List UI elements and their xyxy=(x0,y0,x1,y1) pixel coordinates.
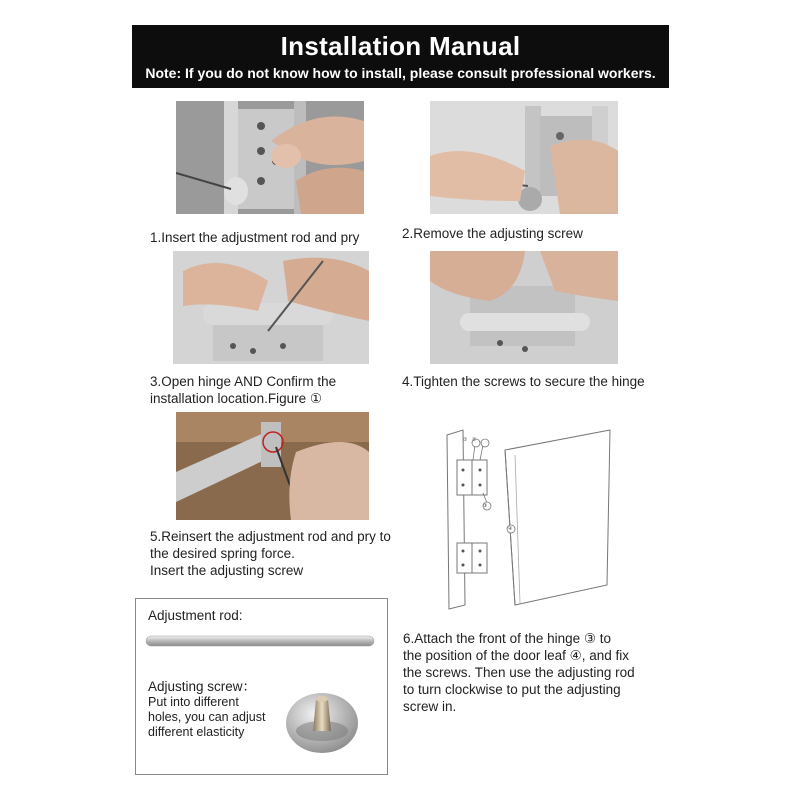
adjusting-screw-image xyxy=(284,683,360,755)
header-banner xyxy=(132,25,669,88)
step-1-photo xyxy=(176,101,364,214)
diagram-label-3: ③ xyxy=(483,503,488,509)
step-4-caption: 4.Tighten the screws to secure the hinge xyxy=(402,374,645,389)
diagram-label-1-visible: ① xyxy=(463,437,468,443)
installation-diagram xyxy=(435,425,620,615)
adjusting-screw-label: Adjusting screw： xyxy=(148,679,257,694)
parts-box xyxy=(135,598,388,775)
diagram-label-4: ④ xyxy=(508,526,513,532)
header-note: Note: If you do not know how to install, please consult professional workers. xyxy=(145,65,656,81)
adjusting-screw-description: Put into different holes, you can adjust different elasticity xyxy=(148,695,266,739)
diagram-label-2: ② xyxy=(472,437,477,443)
step-5-photo xyxy=(176,412,369,520)
step-2-photo xyxy=(430,101,618,214)
adjustment-rod-image xyxy=(144,633,376,649)
step-2-caption: 2.Remove the adjusting screw xyxy=(402,226,583,241)
page-title: Installation Manual xyxy=(280,31,521,61)
step-1-caption: 1.Insert the adjustment rod and pry xyxy=(150,230,360,245)
step-5-caption: 5.Reinsert the adjustment rod and pry to the desired spring force. Insert the adjusting screw xyxy=(150,529,391,578)
step-3-caption: 3.Open hinge AND Confirm the installation location.Figure ① xyxy=(150,374,337,406)
step-4-photo xyxy=(430,251,618,364)
step-3-photo xyxy=(173,251,369,364)
step-6-caption: 6.Attach the front of the hinge ③ to the position of the door leaf ④, and fix the screws. Then use the adjusting rod to turn clockwise to put the adjusting screw in. xyxy=(403,631,635,714)
adjustment-rod-label: Adjustment rod: xyxy=(148,608,243,623)
